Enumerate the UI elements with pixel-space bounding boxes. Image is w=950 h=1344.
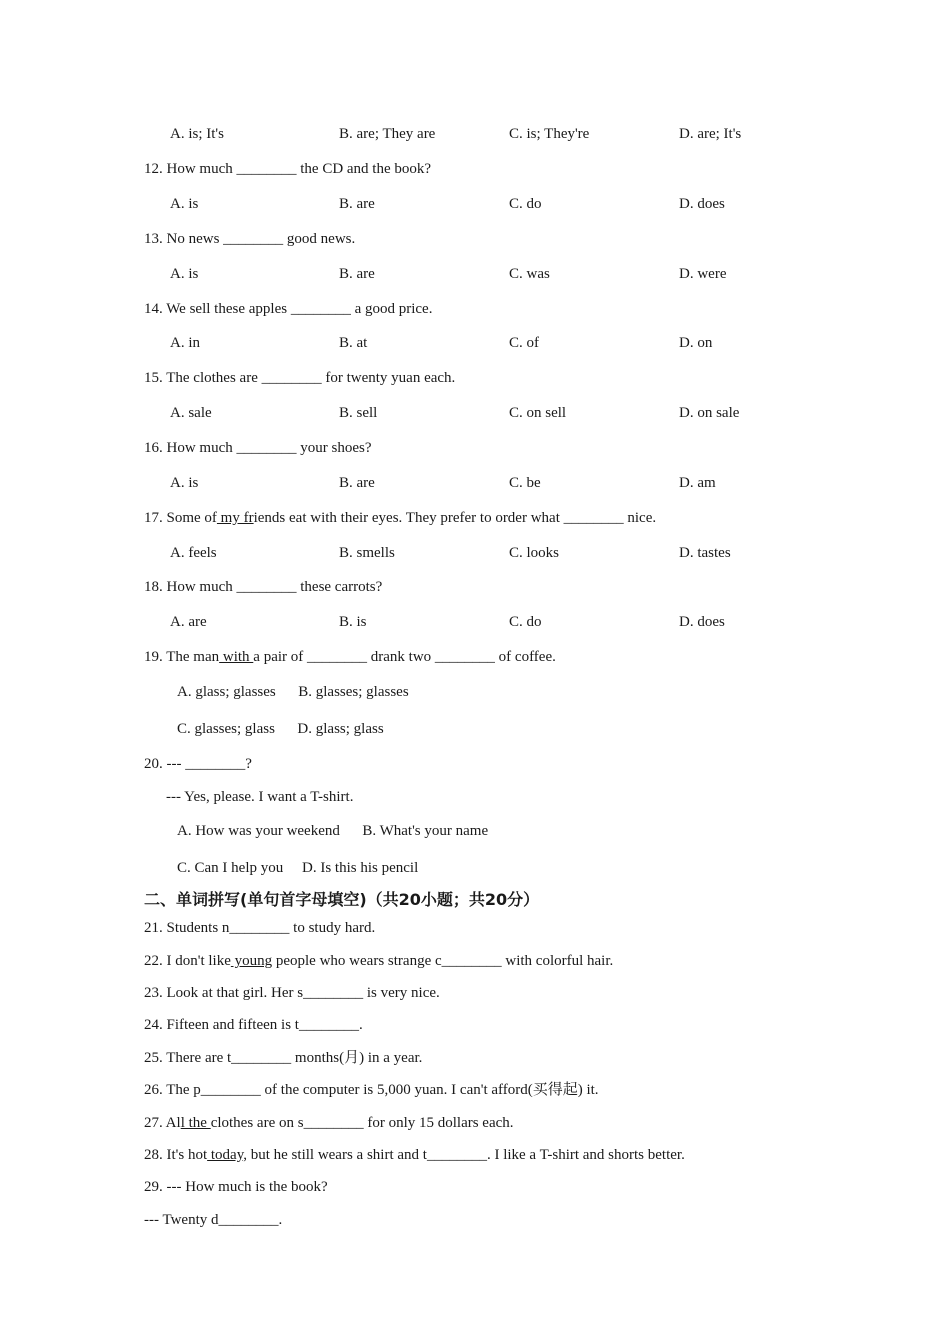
option-a: A. is (170, 475, 199, 491)
question-29-answer: --- Twenty d________. (144, 1212, 283, 1228)
option-b: B. is (339, 614, 367, 630)
option-d: D. on (679, 335, 713, 351)
option-c: C. do (509, 614, 542, 630)
question-14-options (170, 333, 870, 353)
underlined-text: today, (207, 1147, 247, 1163)
option-b: B. are (339, 475, 375, 491)
question-18-stem: 18. How much ________ these carrots? (144, 579, 383, 595)
option-a: A. are (170, 614, 207, 630)
question-25: 25. There are t________ months(月) in a year. (144, 1050, 423, 1066)
underlined-text: with (219, 649, 254, 665)
option-b: B. sell (339, 405, 378, 421)
option-b: B. are (339, 196, 375, 212)
underlined-text: l the (180, 1115, 211, 1131)
option-c: C. do (509, 196, 542, 212)
option-a: A. feels (170, 545, 217, 561)
question-20-options-row-2: C. Can I help you D. Is this his pencil (177, 860, 419, 876)
question-17-stem (144, 508, 656, 528)
stem-text: iends eat with their eyes. They prefer to order what ________ nice. (253, 510, 657, 526)
stem-text: a pair of ________ drank two ________ of coffee. (253, 649, 556, 665)
option-c: C. is; They're (509, 126, 590, 142)
stem-text: 27. Al (144, 1115, 181, 1131)
option-d: D. are; It's (679, 126, 742, 142)
question-13-stem: 13. No news ________ good news. (144, 231, 356, 247)
option-c: C. be (509, 475, 541, 491)
question-20-reply: --- Yes, please. I want a T-shirt. (166, 789, 354, 805)
option-d: D. does (679, 614, 725, 630)
question-15-options (170, 403, 870, 423)
section-2-heading: 二、单词拼写(单句首字母填空)（共20小题；共20分） (144, 890, 540, 909)
option-d: D. does (679, 196, 725, 212)
question-21: 21. Students n________ to study hard. (144, 920, 376, 936)
question-24: 24. Fifteen and fifteen is t________. (144, 1017, 363, 1033)
question-19-stem (144, 647, 556, 667)
question-29-question: 29. --- How much is the book? (144, 1179, 328, 1195)
option-c: C. on sell (509, 405, 567, 421)
underlined-text: my fr (216, 510, 254, 526)
question-16-options (170, 473, 870, 493)
question-18-options (170, 612, 870, 632)
stem-text: but he still wears a shirt and t________. I like a T-shirt and shorts better. (246, 1147, 685, 1163)
question-13-options (170, 264, 870, 284)
question-16-stem: 16. How much ________ your shoes? (144, 440, 372, 456)
option-a: A. sale (170, 405, 212, 421)
option-d: D. on sale (679, 405, 740, 421)
stem-text: people who wears strange c________ with colorful hair. (272, 953, 614, 969)
option-d: D. were (679, 266, 727, 282)
option-b: B. are; They are (339, 126, 436, 142)
stem-text: 17. Some of (144, 510, 217, 526)
question-17-options (170, 543, 870, 563)
option-b: B. smells (339, 545, 395, 561)
question-26: 26. The p________ of the computer is 5,000 yuan. I can't afford(买得起) it. (144, 1082, 599, 1098)
question-12-options (170, 194, 870, 214)
question-20-stem: 20. --- ________? (144, 756, 252, 772)
question-27 (144, 1113, 514, 1133)
stem-text: 28. It's hot (144, 1147, 208, 1163)
question-15-stem: 15. The clothes are ________ for twenty yuan each. (144, 370, 456, 386)
option-d: D. tastes (679, 545, 731, 561)
option-b: B. at (339, 335, 368, 351)
option-a: A. is (170, 196, 199, 212)
stem-text: clothes are on s________ for only 15 dollars each. (210, 1115, 514, 1131)
question-20-options-row-1: A. How was your weekend B. What's your name (177, 823, 489, 839)
question-14-stem: 14. We sell these apples ________ a good price. (144, 301, 433, 317)
question-19-options-row-2: C. glasses; glass D. glass; glass (177, 721, 384, 737)
option-d: D. am (679, 475, 716, 491)
question-23: 23. Look at that girl. Her s________ is very nice. (144, 985, 440, 1001)
option-c: C. of (509, 335, 539, 351)
question-11-options (170, 124, 870, 144)
option-c: C. looks (509, 545, 560, 561)
question-28 (144, 1145, 685, 1165)
stem-text: 19. The man (144, 649, 220, 665)
question-12-stem: 12. How much ________ the CD and the book? (144, 161, 432, 177)
question-22 (144, 951, 613, 971)
question-19-options-row-1: A. glass; glasses B. glasses; glasses (177, 684, 409, 700)
underlined-text: young (230, 953, 273, 969)
option-c: C. was (509, 266, 550, 282)
option-a: A. is (170, 266, 199, 282)
option-a: A. in (170, 335, 200, 351)
stem-text: 22. I don't like (144, 953, 231, 969)
option-a: A. is; It's (170, 126, 224, 142)
option-b: B. are (339, 266, 375, 282)
